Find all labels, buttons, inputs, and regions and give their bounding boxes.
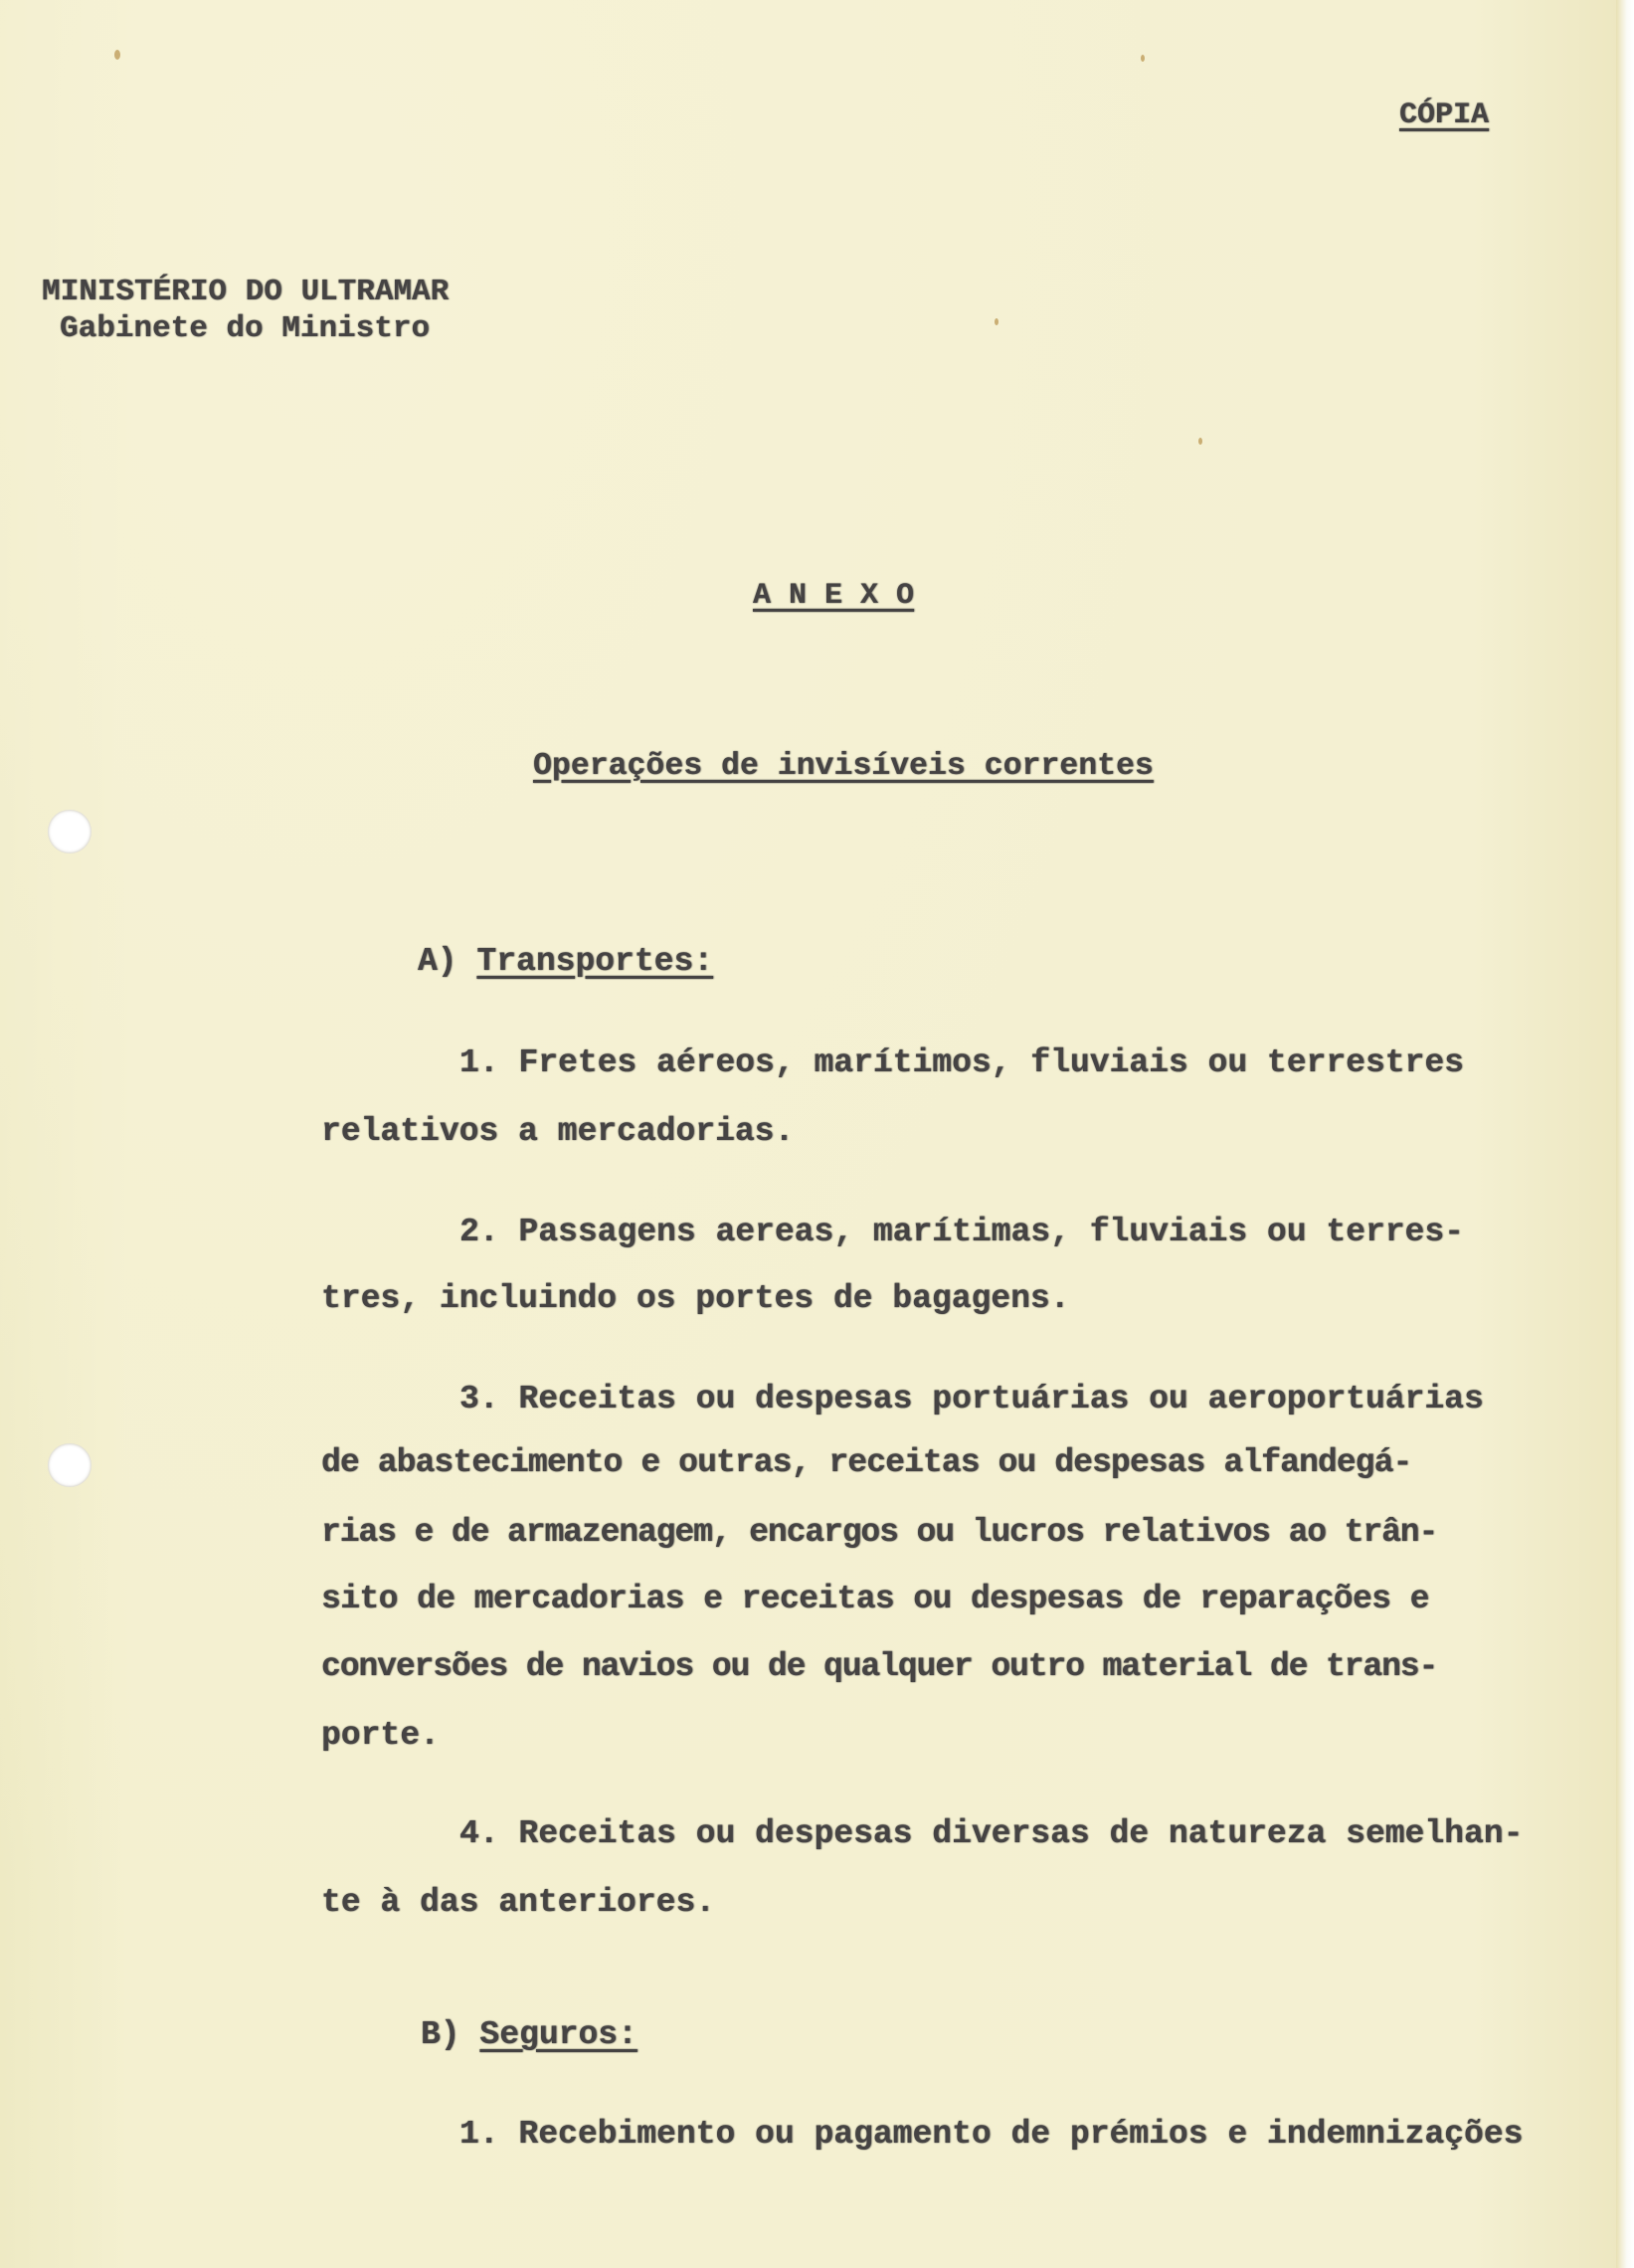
stain: [995, 318, 999, 325]
copy-stamp: CÓPIA: [1399, 98, 1490, 132]
paragraph-line: sito de mercadorias e receitas ou despesas de reparações e: [321, 1581, 1429, 1617]
stain: [1198, 438, 1202, 445]
paragraph-line: 1. Recebimento ou pagamento de prémios e indemnizações: [459, 2116, 1524, 2153]
section-label: A) Transportes:: [418, 943, 714, 980]
page-edge: [1616, 0, 1634, 2268]
paragraph-line: rias e de armazenagem, encargos ou lucros relativos ao trân-: [321, 1514, 1438, 1551]
ministry-name: MINISTÉRIO DO ULTRAMAR: [42, 275, 450, 309]
paragraph-line: tres, incluindo os portes de bagagens.: [321, 1280, 1070, 1317]
paragraph-line: relativos a mercadorias.: [321, 1113, 795, 1150]
document-subtitle: Operações de invisíveis correntes: [533, 749, 1154, 784]
paragraph-line: 4. Receitas ou despesas diversas de natureza semelhan-: [459, 1815, 1524, 1852]
paragraph-line: porte.: [321, 1717, 440, 1754]
stain: [114, 50, 120, 60]
document-title: A N E X O: [753, 579, 915, 613]
punch-hole: [48, 810, 91, 853]
section-heading: Transportes:: [476, 943, 714, 980]
section-heading: Seguros:: [479, 2016, 637, 2053]
section-label: B) Seguros:: [421, 2016, 637, 2053]
paragraph-line: te à das anteriores.: [321, 1884, 716, 1921]
punch-hole: [48, 1443, 91, 1487]
stain: [1141, 55, 1145, 62]
paragraph-line: de abastecimento e outras, receitas ou despesas alfandegá-: [321, 1444, 1412, 1481]
paragraph-line: conversões de navios ou de qualquer outro material de trans-: [321, 1648, 1438, 1685]
paragraph-line: 3. Receitas ou despesas portuárias ou aeroportuárias: [459, 1381, 1484, 1418]
office-name: Gabinete do Ministro: [60, 311, 431, 346]
paragraph-line: 1. Fretes aéreos, marítimos, fluviais ou terrestres: [459, 1044, 1464, 1081]
paragraph-line: 2. Passagens aereas, marítimas, fluviais ou terres-: [459, 1214, 1464, 1250]
